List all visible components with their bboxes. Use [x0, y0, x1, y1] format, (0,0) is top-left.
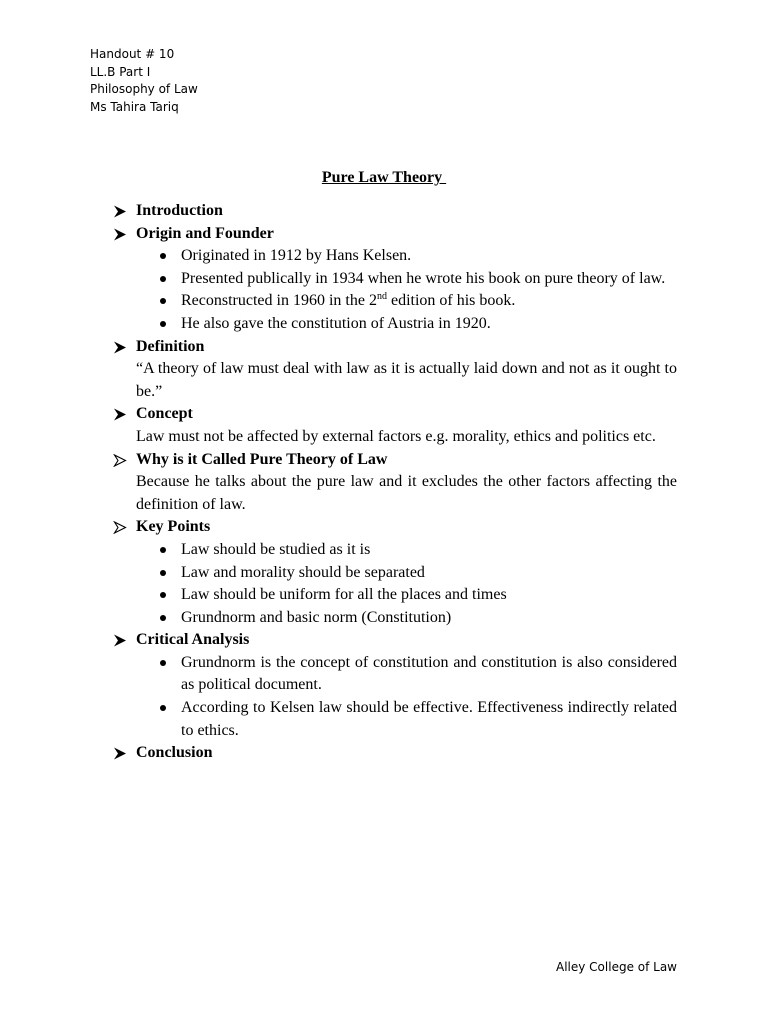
bullet-list: [113, 539, 677, 629]
section-heading-text: Concept: [136, 405, 193, 423]
list-item-text-continued: edition of his book.: [386, 292, 516, 310]
list-item: [113, 697, 677, 742]
list-item: [113, 607, 677, 630]
list-item-text: Originated in 1912 by Hans Kelsen.: [181, 247, 412, 265]
ordinal-superscript: nd: [376, 291, 387, 303]
section-heading-text: Why is it Called Pure Theory of Law: [136, 450, 388, 468]
document-title-text: Pure Law Theory: [321, 169, 447, 186]
bullet-list: [113, 245, 677, 335]
section-definition: [113, 336, 677, 404]
section-heading-text: Conclusion: [136, 744, 213, 762]
list-item-text: Law should be uniform for all the places and times: [181, 586, 507, 604]
section-heading-text: Critical Analysis: [136, 631, 250, 649]
list-item-text: Reconstructed in 1960 in the 2: [181, 292, 377, 310]
section-key-points: [113, 516, 677, 629]
bullet-dot-icon: [160, 570, 166, 576]
header-line-class: LL.B Part I: [90, 64, 151, 79]
section-heading: [113, 742, 677, 765]
filled-arrow-bullet-icon: [113, 742, 129, 760]
bullet-dot-icon: [160, 547, 166, 553]
list-item: [113, 245, 677, 268]
bullet-dot-icon: [160, 276, 166, 282]
section-paragraph: “A theory of law must deal with law as it is actually laid down and not as it ought to be.”: [136, 360, 677, 400]
section-heading: [113, 516, 677, 539]
bullet-list: [113, 652, 677, 742]
document-title: [0, 169, 768, 187]
list-item: [113, 290, 677, 313]
section-critical-analysis: [113, 629, 677, 742]
bullet-dot-icon: [160, 298, 166, 304]
bullet-dot-icon: [160, 321, 166, 327]
section-origin-and-founder: [113, 223, 677, 336]
header-line-handout-number: Handout # 10: [90, 47, 175, 61]
bullet-dot-icon: [160, 705, 166, 711]
list-item-text: Grundnorm and basic norm (Constitution): [181, 608, 452, 626]
list-item-text: He also gave the constitution of Austria in 1920.: [181, 314, 491, 332]
section-heading: [113, 200, 677, 223]
footer-college-name: Alley College of Law: [556, 960, 677, 974]
header-line-subject: Philosophy of Law: [90, 82, 198, 96]
list-item-text: According to Kelsen law should be effective. Effectiveness indirectly related to ethics.: [181, 699, 677, 739]
section-why-is-it-called-pure-theory-of-law: [113, 449, 677, 517]
list-item-text: Law and morality should be separated: [181, 563, 425, 581]
list-item-text: Law should be studied as it is: [181, 540, 371, 558]
bullet-dot-icon: [160, 592, 166, 598]
list-item: [113, 313, 677, 336]
outline-arrow-bullet-icon: [113, 516, 129, 534]
section-heading: [113, 223, 677, 246]
list-item: [113, 562, 677, 585]
section-introduction: [113, 200, 677, 223]
header-line-instructor: Ms Tahira Tariq: [90, 99, 179, 114]
filled-arrow-bullet-icon: [113, 629, 129, 647]
section-heading: [113, 403, 677, 426]
section-heading-text: Origin and Founder: [136, 224, 274, 242]
bullet-dot-icon: [160, 615, 166, 621]
document-body: [113, 200, 677, 765]
section-paragraph: Because he talks about the pure law and it excludes the other factors affecting the definition of law.: [136, 473, 677, 513]
list-item: [113, 268, 677, 291]
bullet-dot-icon: [160, 253, 166, 259]
bullet-dot-icon: [160, 660, 166, 666]
handout-header: [90, 46, 198, 116]
filled-arrow-bullet-icon: [113, 223, 129, 241]
outline-arrow-bullet-icon: [113, 449, 129, 467]
section-heading: [113, 629, 677, 652]
filled-arrow-bullet-icon: [113, 403, 129, 421]
list-item: [113, 539, 677, 562]
list-item: [113, 584, 677, 607]
section-heading-text: Key Points: [136, 518, 211, 536]
list-item-text: Grundnorm is the concept of constitution and constitution is also considered as political document.: [181, 653, 677, 694]
section-paragraph: Law must not be affected by external factors e.g. morality, ethics and politics etc.: [136, 427, 656, 445]
list-item-text: Presented publically in 1934 when he wrote his book on pure theory of law.: [181, 269, 666, 287]
section-heading: [113, 336, 677, 359]
section-conclusion: [113, 742, 677, 765]
filled-arrow-bullet-icon: [113, 200, 129, 218]
section-heading-text: Introduction: [136, 202, 223, 219]
section-heading: [113, 449, 677, 472]
list-item: [113, 652, 677, 697]
filled-arrow-bullet-icon: [113, 336, 129, 354]
section-concept: [113, 403, 677, 448]
section-heading-text: Definition: [136, 337, 205, 355]
